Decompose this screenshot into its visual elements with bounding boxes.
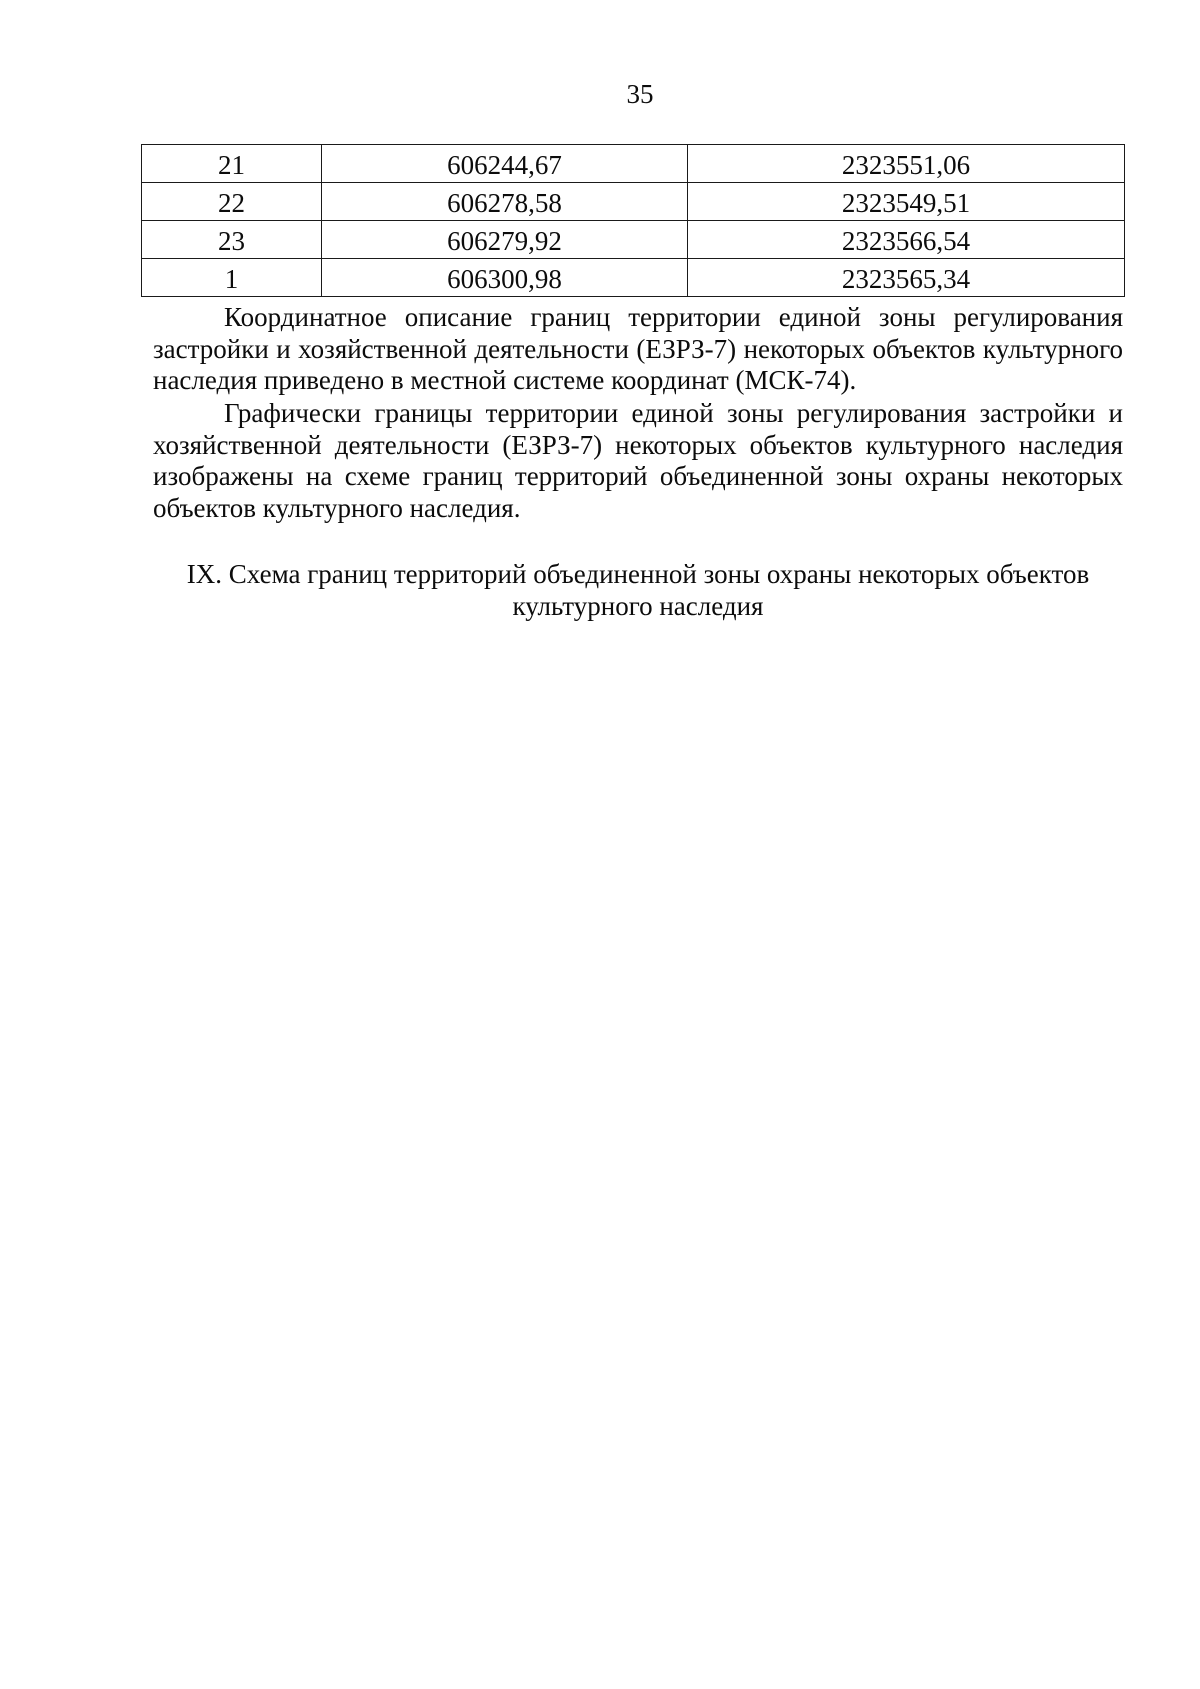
y-coordinate-cell: 2323566,54 bbox=[688, 221, 1125, 259]
point-number-cell: 23 bbox=[142, 221, 322, 259]
point-number-cell: 1 bbox=[142, 259, 322, 297]
table-row bbox=[142, 221, 1125, 259]
graphic-boundaries-paragraph: Графически границы территории единой зоны регулирования застройки и хозяйственной деятельности (ЕЗРЗ-7) некоторых объектов культурного наследия изображены на схеме границ территорий объединенной зоны охраны некоторых объектов культурного наследия. bbox=[153, 398, 1123, 523]
x-coordinate-cell: 606279,92 bbox=[322, 221, 688, 259]
y-coordinate-cell: 2323551,06 bbox=[688, 145, 1125, 183]
page-number: 35 bbox=[626, 79, 654, 109]
point-number-cell: 22 bbox=[142, 183, 322, 221]
x-coordinate-cell: 606244,67 bbox=[322, 145, 688, 183]
coordinates-table bbox=[141, 144, 1125, 297]
point-number-cell: 21 bbox=[142, 145, 322, 183]
section-heading-line: IX. Схема границ территорий объединенной зоны охраны некоторых объектов bbox=[186, 559, 1090, 589]
x-coordinate-cell: 606300,98 bbox=[322, 259, 688, 297]
y-coordinate-cell: 2323549,51 bbox=[688, 183, 1125, 221]
table-row bbox=[142, 259, 1125, 297]
section-heading-line: культурного наследия bbox=[512, 591, 764, 621]
x-coordinate-cell: 606278,58 bbox=[322, 183, 688, 221]
coordinate-description-paragraph: Координатное описание границ территории единой зоны регулирования застройки и хозяйственной деятельности (ЕЗРЗ-7) некоторых объектов культурного наследия приведено в местной системе координат (МСК-74). bbox=[153, 302, 1123, 396]
y-coordinate-cell: 2323565,34 bbox=[688, 259, 1125, 297]
section-heading bbox=[153, 558, 1123, 622]
table-row bbox=[142, 183, 1125, 221]
table-row bbox=[142, 145, 1125, 183]
